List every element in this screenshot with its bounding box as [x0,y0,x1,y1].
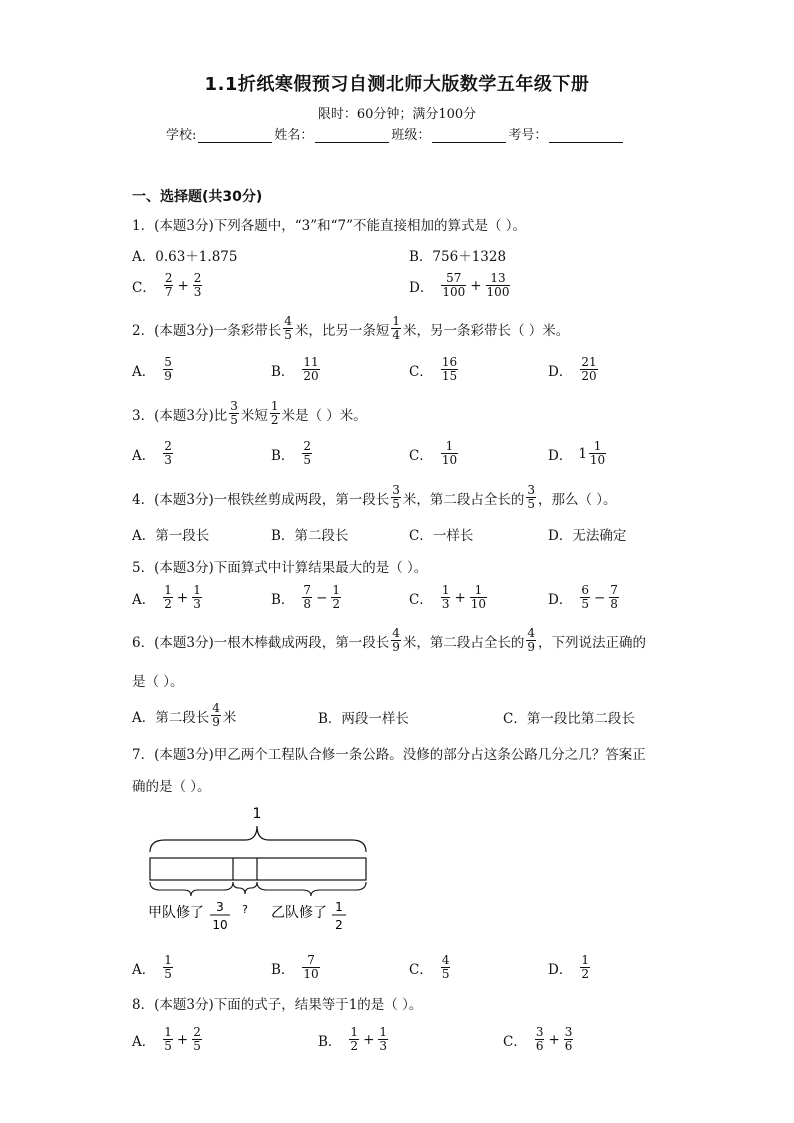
denominator: 3 [441,597,450,611]
question-6-stem-line2: 是（ ）。 [132,674,184,690]
text-fragment: B． [271,961,295,978]
q4-option-d[interactable]: D．无法确定 [548,528,627,544]
numerator: 1 [270,399,279,413]
denominator: 8 [303,597,312,611]
question-4-stem [132,484,617,511]
team-a-label: 甲队修了 [148,905,204,921]
numerator: 1 [164,583,172,597]
option-letter: B． [409,249,433,265]
fraction [211,702,221,729]
fraction [163,440,173,467]
text-fragment: 两段一样长 [341,711,409,727]
numerator: 1 [392,314,400,328]
text-fragment: B． [271,591,295,608]
denominator: 6 [564,1039,573,1053]
denominator: 10 [441,453,458,467]
fraction [192,1026,202,1053]
fraction [229,400,239,427]
numerator: 2 [164,271,173,285]
fraction [378,1026,388,1053]
option-letter: D． [409,279,434,296]
text-fragment: + [454,589,466,606]
text-fragment: A． [132,1033,156,1050]
text-fragment: 米，第二段占全长的 [402,491,525,508]
numerator: 7 [610,583,618,597]
numerator: 2 [164,439,172,453]
question-2-stem [132,315,569,342]
numerator: 6 [581,583,589,597]
road-diagram [140,800,380,940]
text-fragment: D． [548,961,573,978]
q3-option-c[interactable] [409,440,460,467]
team-b-numerator: 1 [335,900,343,914]
fraction [302,440,312,467]
denominator: 2 [350,1039,359,1053]
text-fragment: A． [132,961,156,978]
text-fragment: C． [409,363,433,380]
fraction [270,400,280,427]
fraction [163,584,173,611]
text-fragment: B． [271,447,295,464]
top-brace [150,826,366,852]
denominator: 2 [164,597,172,611]
q1-option-d[interactable] [409,272,512,299]
text-fragment: 米，第二段占全长的 [402,634,525,651]
fraction [441,440,458,467]
fraction [470,584,487,611]
fraction [580,584,590,611]
denominator: 9 [164,369,172,383]
left-brace [150,882,233,896]
q5-option-a[interactable] [132,584,204,611]
denominator: 3 [379,1039,388,1053]
middle-brace [233,882,257,894]
denominator: 3 [193,285,202,299]
school-blank[interactable] [198,128,272,143]
text-fragment: C． [503,1033,527,1050]
text-fragment: C． [409,591,433,608]
question-3-stem [132,400,367,427]
question-1-stem: 1．(本题3分)下列各题中，“3”和“7”不能直接相加的算式是（ ）。 [132,218,527,234]
fraction [391,484,401,511]
numerator: 21 [581,355,597,369]
fraction [192,584,202,611]
numerator: 2 [193,271,202,285]
fraction [580,356,597,383]
denominator: 9 [392,640,400,654]
q1-option-a[interactable] [132,245,237,265]
text-fragment: B． [318,1033,342,1050]
denominator: 7 [164,285,173,299]
numerator: 3 [535,1025,544,1039]
q4-option-c[interactable]: C．一样长 [409,528,474,544]
denominator: 3 [193,597,201,611]
denominator: 8 [610,597,618,611]
team-b-label: 乙队修了 [271,905,327,921]
denominator: 5 [164,1039,172,1053]
fraction [302,356,319,383]
text-fragment: 6．(本题3分)一根木棒截成两段，第一段长 [132,634,390,651]
q3-option-b[interactable] [271,440,314,467]
text-fragment: − [593,589,606,606]
fraction [589,440,606,467]
text-fragment: 米是（ ）米。 [281,407,367,424]
text-fragment: B． [318,711,342,727]
fraction [349,1026,359,1053]
numerator: 7 [307,953,315,967]
q8-option-c[interactable] [503,1026,575,1053]
fraction [163,954,173,981]
text-fragment: ，下列说法正确的 [538,634,646,651]
q1-option-b[interactable] [409,245,506,265]
numerator: 4 [212,701,220,715]
operator: + [470,277,482,294]
fraction [302,954,319,981]
denominator: 10 [589,453,606,467]
numerator: 16 [441,355,458,369]
text-fragment: + [176,1031,189,1048]
q6-option-b[interactable] [318,707,409,727]
denominator: 2 [581,967,589,981]
school-label: 学校: [166,128,197,143]
q7-option-a[interactable] [132,954,175,981]
numerator: 4 [441,953,450,967]
denominator: 2 [270,413,279,427]
option-letter: A． [132,249,156,265]
team-a-denominator: 10 [212,918,228,932]
text-fragment: − [316,589,328,606]
fraction [441,356,458,383]
q3-option-a[interactable] [132,440,175,467]
fraction [391,315,401,342]
text-fragment: A． [132,709,156,726]
name-label: 姓名： [274,128,314,143]
text-fragment: + [548,1031,560,1048]
text-fragment: 米，比另一条短 [294,322,390,339]
text-fragment: 第一段比第二段长 [526,711,635,727]
numerator: 11 [303,355,319,369]
numerator: 1 [332,583,341,597]
question-7-stem-line1: 7．(本题3分)甲乙两个工程队合修一条公路。没修的部分占这条公路几分之几？答案正 [132,747,646,763]
option-text: 756＋1328 [432,249,507,265]
numerator: 1 [164,1025,172,1039]
diagram-total-label: 1 [252,806,262,822]
denominator: 2 [332,597,341,611]
q7-option-d[interactable] [548,954,592,981]
time-limit: 限时：60分钟；满分100分 [317,107,477,122]
q1-option-c[interactable] [132,272,204,299]
q2-option-a[interactable] [132,356,175,383]
denominator: 6 [535,1039,544,1053]
numerator: 1 [593,439,602,453]
numerator: 3 [564,1025,573,1039]
q3-option-d[interactable] [548,440,608,467]
numerator: 1 [379,1025,388,1039]
text-fragment: 米，另一条彩带长（ ）米。 [403,322,570,339]
fraction [441,272,466,299]
question-7-stem-line2: 确的是（ ）。 [132,779,211,795]
numerator: 1 [445,439,454,453]
denominator: 9 [527,640,535,654]
road-bar [150,858,366,880]
exam-number-label: 考号： [508,128,548,143]
student-info-row [166,124,625,143]
text-fragment: 第二段长 [155,709,210,726]
text-fragment: ，那么（ ）。 [538,491,617,508]
q2-option-c[interactable] [409,356,460,383]
denominator: 20 [303,369,319,383]
fraction [526,484,536,511]
text-fragment: C． [409,447,433,464]
question-5-stem: 5．(本题3分)下面算式中计算结果最大的是（ ）。 [132,560,428,576]
denominator: 15 [441,369,458,383]
fraction [486,272,511,299]
fraction [441,584,451,611]
numerator: 3 [230,399,238,413]
numerator: 1 [350,1025,359,1039]
text-fragment: 米 [222,709,237,726]
numerator: 13 [490,271,506,285]
numerator: 1 [474,583,483,597]
fraction [283,315,293,342]
numerator: 1 [193,583,201,597]
text-fragment: + [176,589,189,606]
fraction [163,1026,173,1053]
text-fragment: 3．(本题3分)比 [132,407,228,424]
denominator: 5 [527,497,535,511]
name-blank[interactable] [315,128,389,143]
denominator: 10 [303,967,319,981]
numerator: 57 [446,271,462,285]
denominator: 5 [441,967,450,981]
text-fragment: C． [503,711,527,727]
fraction [441,954,451,981]
fraction [564,1026,574,1053]
fraction [163,356,173,383]
q8-option-b[interactable] [318,1026,390,1053]
numerator: 3 [392,483,400,497]
fraction [580,954,590,981]
option-text: 0.63＋1.875 [155,249,238,265]
numerator: 1 [441,583,450,597]
page-title: 1.1折纸寒假预习自测北师大版数学五年级下册 [204,74,590,95]
text-fragment: 米短 [240,407,268,424]
numerator: 4 [527,626,535,640]
q7-option-c[interactable] [409,954,452,981]
numerator: 4 [392,626,400,640]
denominator: 5 [164,967,172,981]
fraction [535,1026,545,1053]
q4-option-b[interactable]: B．第二段长 [271,528,349,544]
q8-option-a[interactable] [132,1026,204,1053]
team-a-numerator: 3 [216,900,224,914]
q5-option-b[interactable] [271,584,343,611]
text-fragment: A． [132,363,156,380]
q2-option-b[interactable] [271,356,322,383]
q5-option-d[interactable] [548,584,621,611]
text-fragment: C． [409,961,433,978]
q6-option-a[interactable] [132,702,236,729]
denominator: 5 [581,597,589,611]
q7-option-b[interactable] [271,954,322,981]
text-fragment: A． [132,447,156,464]
denominator: 5 [230,413,238,427]
fraction [193,272,203,299]
numerator: 5 [164,355,172,369]
numerator: 2 [193,1025,201,1039]
denominator: 9 [212,715,220,729]
denominator: 4 [392,328,400,342]
fraction [302,584,312,611]
operator: + [177,277,189,294]
fraction [391,627,401,654]
denominator: 5 [392,497,400,511]
option-letter: C． [132,279,156,296]
q4-option-a[interactable]: A．第一段长 [132,528,210,544]
denominator: 20 [581,369,597,383]
team-b-denominator: 2 [335,918,343,932]
denominator: 5 [193,1039,201,1053]
text-fragment: 1 [578,445,587,462]
middle-question-mark: ? [242,903,248,916]
denominator: 5 [303,453,312,467]
numerator: 1 [164,953,172,967]
section-title: 一、选择题(共30分) [132,189,263,205]
exam-number-blank[interactable] [549,128,623,143]
denominator: 10 [470,597,487,611]
q5-option-c[interactable] [409,584,489,611]
denominator: 3 [164,453,172,467]
question-6-stem [132,627,646,654]
question-8-stem: 8．(本题3分)下面的式子，结果等于1的是（ ）。 [132,997,423,1013]
fraction [526,627,536,654]
right-brace [257,882,366,896]
text-fragment: D． [548,363,573,380]
text-fragment: D． [548,591,573,608]
denominator: 100 [442,285,466,299]
class-blank[interactable] [432,128,506,143]
q2-option-d[interactable] [548,356,600,383]
text-fragment: 4．(本题3分)一根铁丝剪成两段，第一段长 [132,491,390,508]
denominator: 100 [486,285,510,299]
fraction [609,584,619,611]
class-label: 班级： [391,128,431,143]
numerator: 2 [303,439,312,453]
text-fragment: B． [271,363,295,380]
fraction [164,272,174,299]
text-fragment: + [363,1031,375,1048]
numerator: 3 [527,483,535,497]
text-fragment: 2．(本题3分)一条彩带长 [132,322,282,339]
q6-option-c[interactable] [503,707,635,727]
numerator: 1 [581,953,589,967]
text-fragment: A． [132,591,156,608]
denominator: 5 [284,328,292,342]
numerator: 4 [284,314,292,328]
text-fragment: D． [548,447,573,464]
fraction [331,584,341,611]
numerator: 7 [303,583,312,597]
